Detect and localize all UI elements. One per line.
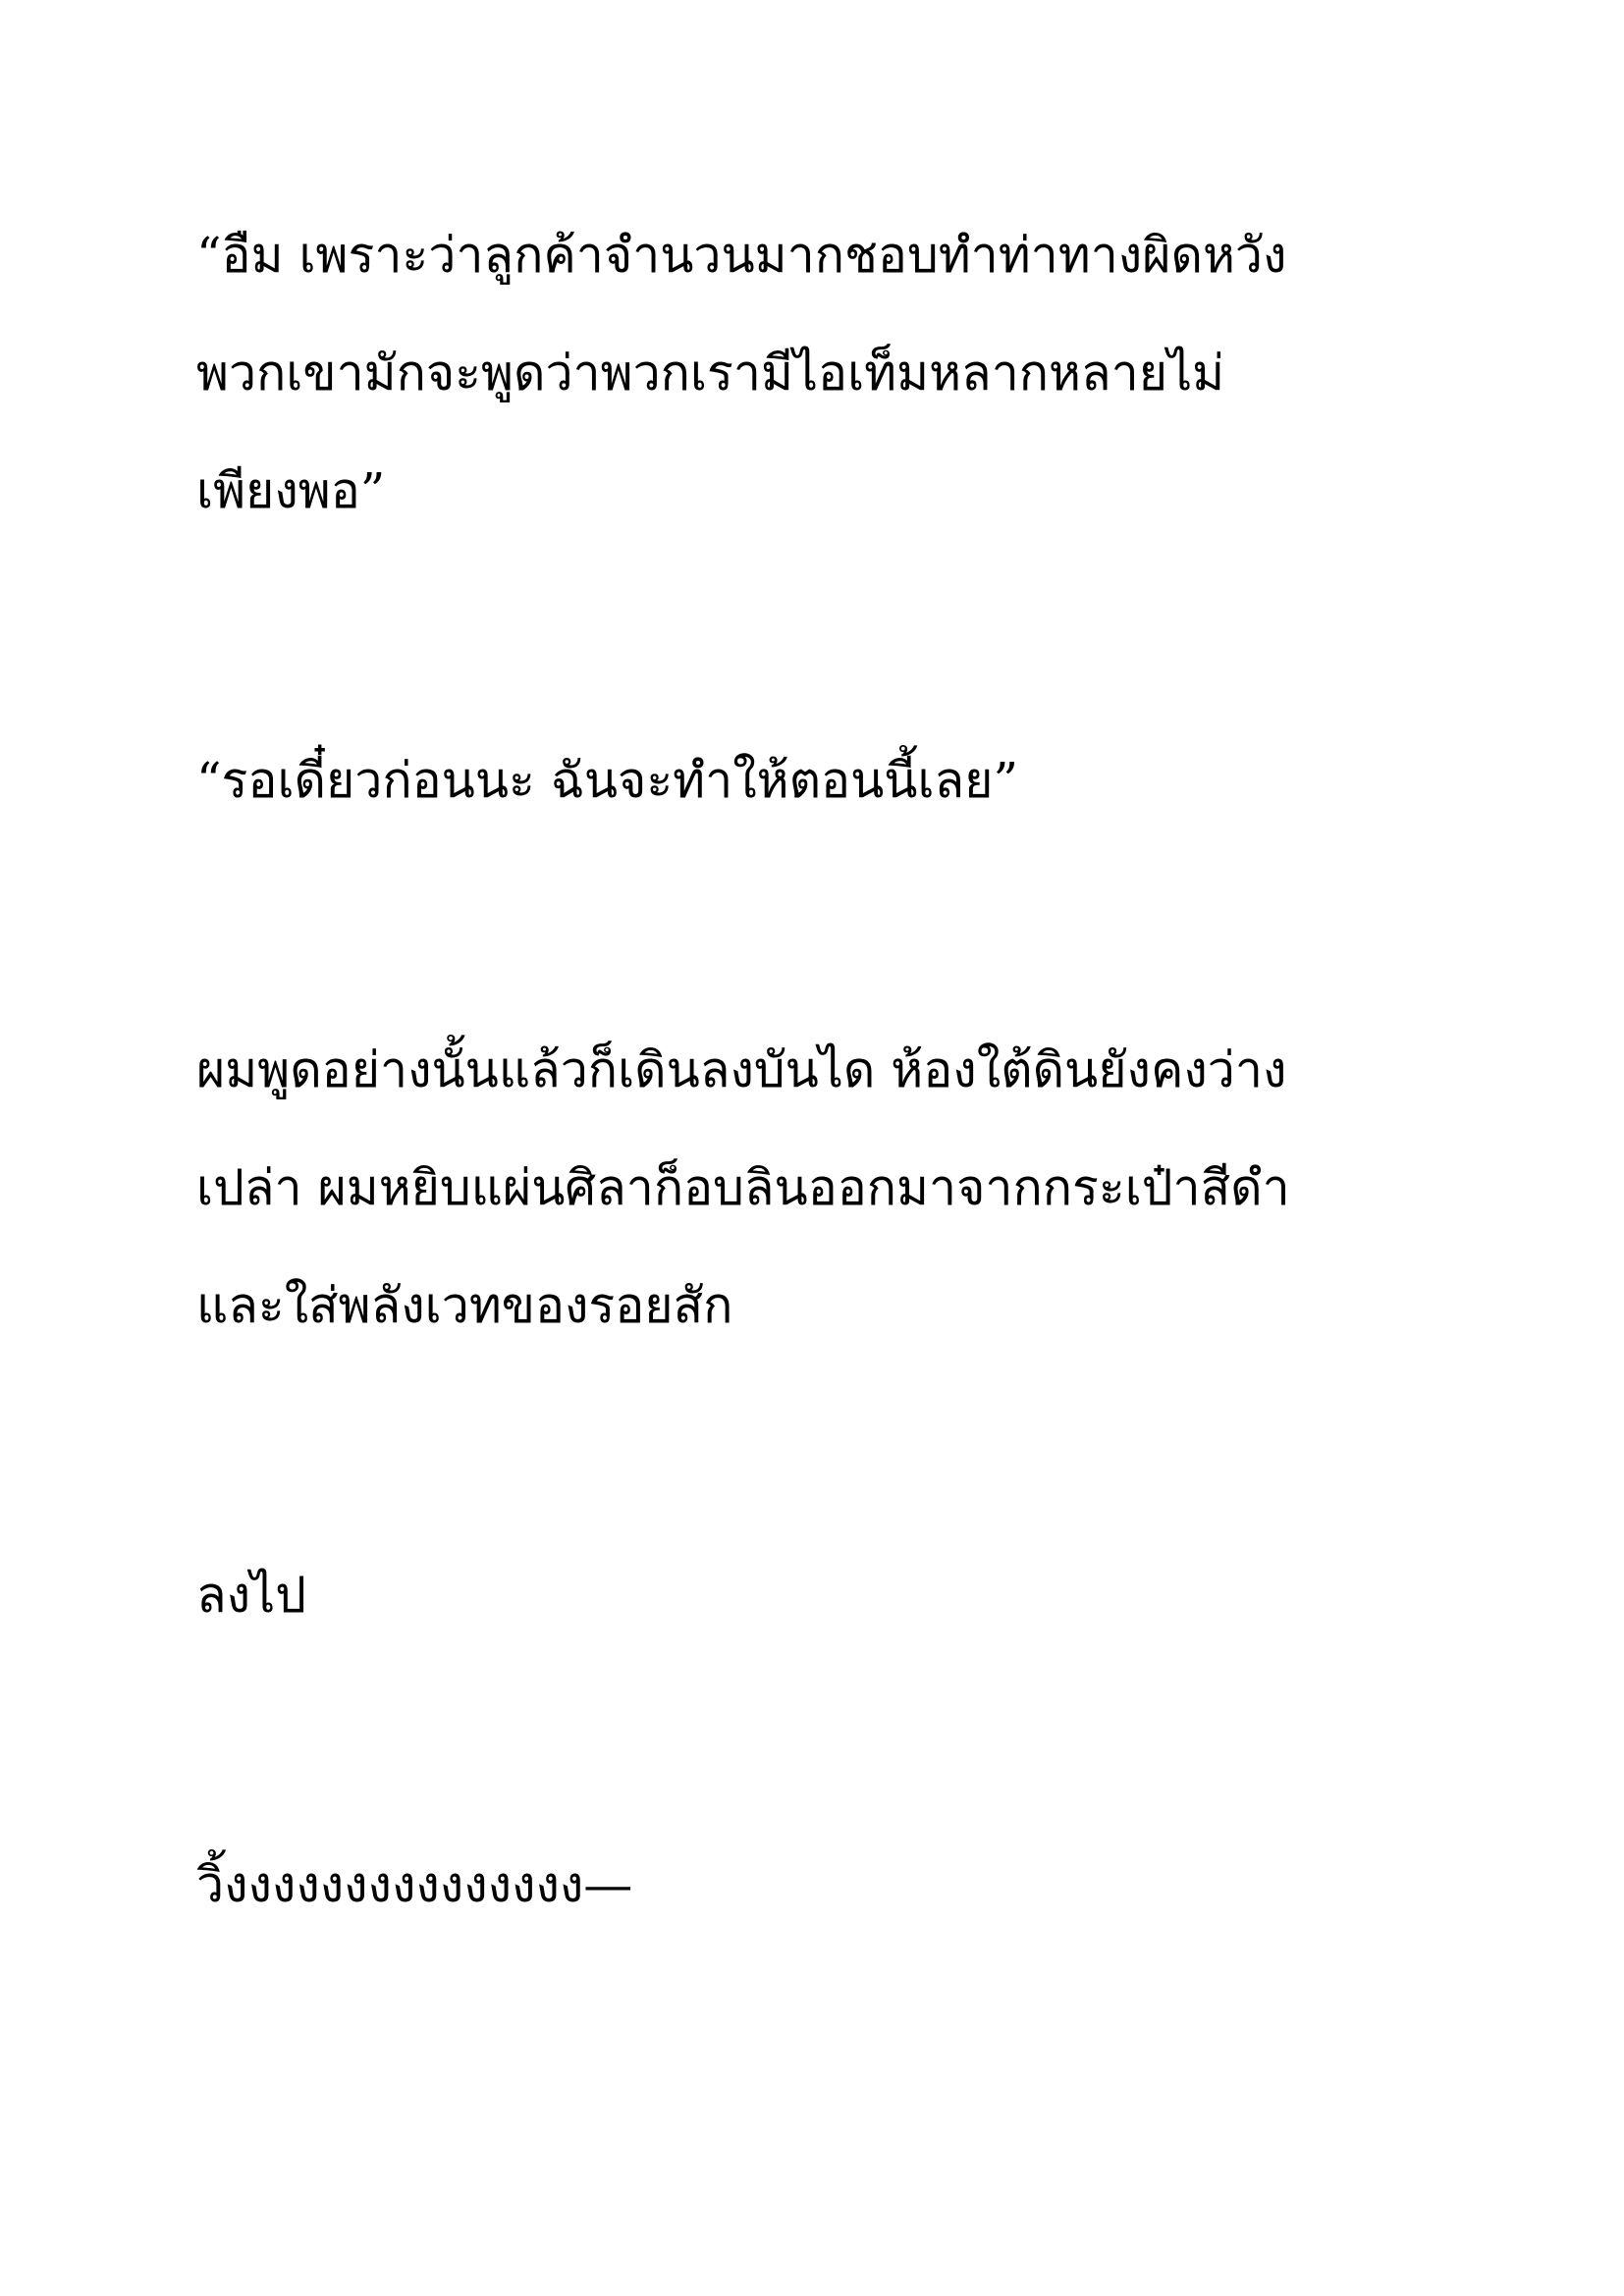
text-line: วิ้งงงงงงงงงงงงงงง—: [196, 1856, 633, 1913]
text-line: เพียงพอ”: [196, 462, 386, 519]
text-line: ลงไป: [196, 1567, 306, 1624]
text-line: ผมพูดอย่างนั้นแล้วก็เดินลงบันได ห้องใต้ดินยังคงว่าง: [196, 1041, 1287, 1098]
text-line: เปล่า ผมหยิบแผ่นศิลาก็อบลินออกมาจากกระเป๋าสีดำ: [196, 1159, 1290, 1216]
text-line: “รอเดี๋ยวก่อนนะ ฉันจะทำให้ตอนนี้เลย”: [196, 752, 1019, 809]
text-line: “อืม เพราะว่าลูกค้าจำนวนมากชอบทำท่าทางผิดหวัง: [196, 227, 1287, 284]
text-line: และใส่พลังเวทของรอยสัก: [196, 1277, 733, 1334]
text-line: พวกเขามักจะพูดว่าพวกเรามีไอเท็มหลากหลายไม่: [196, 345, 1225, 401]
